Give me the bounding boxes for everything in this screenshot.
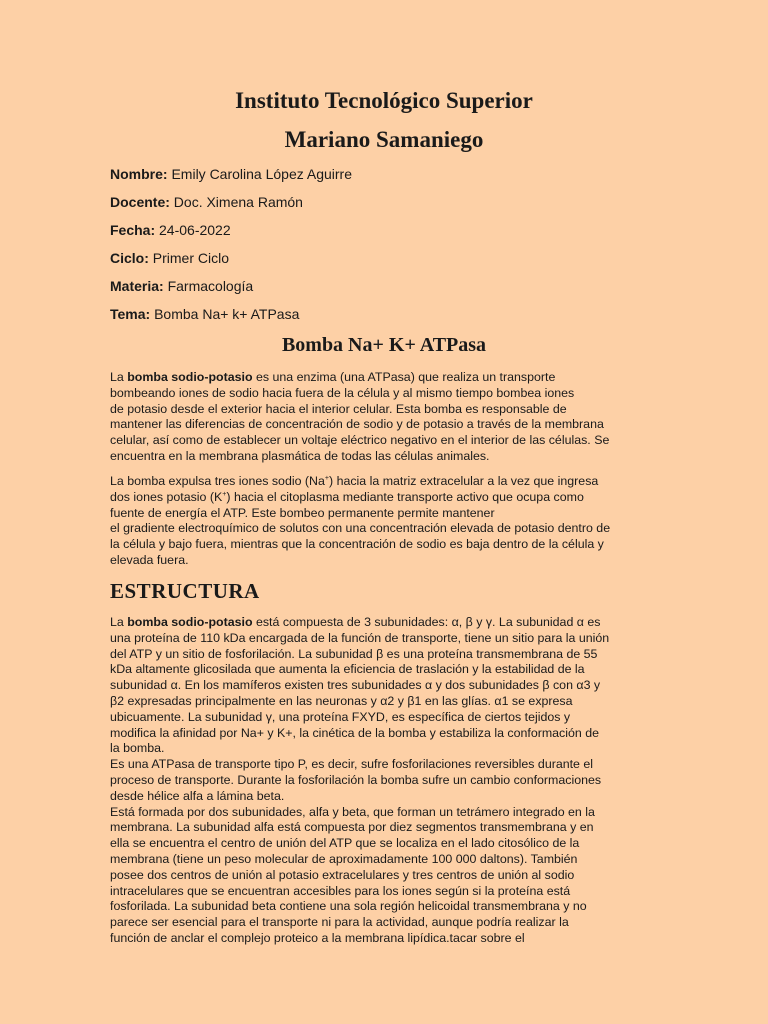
paragraph-intro xyxy=(110,370,660,465)
paragraph-line: encuentra en la membrana plasmática de todas las células animales. xyxy=(110,448,490,463)
paragraph-mechanism xyxy=(110,474,660,569)
paragraph-line xyxy=(110,490,660,506)
paragraph-line: de potasio desde el exterior hacia el interior celular. Esta bomba es responsable de xyxy=(110,401,567,416)
field-label: Materia: xyxy=(110,278,164,294)
field-label: Docente: xyxy=(110,194,170,210)
paragraph-line: una proteína de 110 kDa encargada de la función de transporte, tiene un sitio para la unión xyxy=(110,630,610,645)
paragraph-line: celular, así como de establecer un voltaje eléctrico negativo en el interior de las células. Se xyxy=(110,433,610,448)
student-info-fields xyxy=(110,165,670,333)
paragraph-line: modifica la afinidad por Na+ y K+, la cinética de la bomba y estabiliza la conformación de xyxy=(110,725,600,740)
paragraph-line: fosforilada. La subunidad beta contiene una sola región helicoidal transmembrana y no xyxy=(110,899,587,914)
paragraph-line: β2 expresadas principalmente en las neuronas y α2 y β1 en las glías. α1 se expresa xyxy=(110,693,573,708)
field-label: Tema: xyxy=(110,306,151,322)
paragraph-line: membrana. La subunidad alfa está compuesta por diez segmentos transmembrana y en xyxy=(110,820,594,835)
paragraph-line: parece ser esencial para el transporte ni para la actividad, aunque podría realizar la xyxy=(110,915,569,930)
paragraph-line: del ATP y un sitio de fosforilación. La subunidad β es una proteína transmembrana de 55 xyxy=(110,646,598,661)
paragraph-line: bombeando iones de sodio hacia fuera de la célula y al mismo tiempo bombea iones xyxy=(110,385,575,400)
paragraph-line: elevada fuera. xyxy=(110,552,189,567)
paragraph-line: Está formada por dos subunidades, alfa y beta, que forman un tetrámero integrado en la xyxy=(110,804,595,819)
paragraph-line: mantener las diferencias de concentración de sodio y de potasio a través de la membrana xyxy=(110,417,604,432)
section-title: ESTRUCTURA xyxy=(110,579,260,603)
field-value: 24-06-2022 xyxy=(159,222,231,238)
superscript: + xyxy=(222,490,227,498)
paragraph-line: la bomba. xyxy=(110,741,165,756)
paragraph-line: subunidad α. En los mamíferos existen tres subunidades α y dos subunidades β con α3 y xyxy=(110,678,601,693)
paragraph-line: Es una ATPasa de transporte tipo P, es decir, sufre fosforilaciones reversibles durante el xyxy=(110,757,594,772)
institution-title-line2: Mariano Samaniego xyxy=(284,127,484,152)
field-nombre xyxy=(110,165,670,193)
text-part: ) hacia la matriz extracelular a la vez que ingresa xyxy=(329,474,599,488)
field-materia xyxy=(110,277,670,305)
paragraph-structure xyxy=(110,615,660,947)
field-value: Bomba Na+ k+ ATPasa xyxy=(154,306,300,322)
paragraph-line: el gradiente electroquímico de solutos con una concentración elevada de potasio dentro de xyxy=(110,521,611,536)
field-ciclo xyxy=(110,249,670,277)
text-part: dos iones potasio (K xyxy=(110,489,223,504)
paragraph-line xyxy=(110,474,660,490)
field-value: Primer Ciclo xyxy=(152,250,230,266)
text-rest: es una enzima (una ATPasa) que realiza un transporte xyxy=(252,370,556,384)
paragraph-line: ella se encuentra el centro de unión del ATP que se localiza en el lado citosólico de la xyxy=(110,836,580,851)
superscript: + xyxy=(324,474,329,482)
field-label: Nombre: xyxy=(110,166,168,182)
paragraph-line: membrana (tiene un peso molecular de aproximadamente 100 000 daltons). También xyxy=(110,851,578,866)
field-value: Doc. Ximena Ramón xyxy=(173,194,303,210)
paragraph-line xyxy=(110,370,660,386)
paragraph-line: desde hélice alfa a lámina beta. xyxy=(110,788,285,803)
field-label: Ciclo: xyxy=(110,250,149,266)
paragraph-line: la célula y bajo fuera, mientras que la concentración de sodio es baja dentro de la célula y xyxy=(110,537,604,552)
paragraph-line xyxy=(110,615,660,631)
field-docente xyxy=(110,193,670,221)
paragraph-line: intracelulares que se encuentran accesibles para los iones según si la proteína está xyxy=(110,883,571,898)
bold-term: bomba sodio-potasio xyxy=(127,615,253,629)
bold-term: bomba sodio-potasio xyxy=(127,370,253,384)
paragraph-line: fuente de energía el ATP. Este bombeo permanente permite mantener xyxy=(110,505,495,520)
text-lead: La xyxy=(110,615,128,629)
institution-title-line1: Instituto Tecnológico Superior xyxy=(235,88,533,113)
paragraph-line: kDa altamente glicosilada que aumenta la eficiencia de traslación y la estabilidad de la xyxy=(110,662,585,677)
field-tema xyxy=(110,305,670,333)
paragraph-line: función de anclar el complejo proteico a la membrana lipídica.tacar sobre el xyxy=(110,930,525,945)
field-value: Emily Carolina López Aguirre xyxy=(171,166,352,182)
paragraph-line: ubicuamente. La subunidad γ, una proteína FXYD, es específica de ciertos tejidos y xyxy=(110,709,571,724)
text-lead: La xyxy=(110,370,128,384)
paragraph-line: proceso de transporte. Durante la fosforilación la bomba sufre un cambio conformaciones xyxy=(110,772,602,787)
text-part: La bomba expulsa tres iones sodio (Na xyxy=(110,474,325,488)
main-heading: Bomba Na+ K+ ATPasa xyxy=(281,334,487,356)
field-label: Fecha: xyxy=(110,222,156,238)
field-value: Farmacología xyxy=(167,278,254,294)
field-fecha xyxy=(110,221,670,249)
paragraph-line: posee dos centros de unión al potasio extracelulares y tres centros de unión al sodio xyxy=(110,867,575,882)
text-rest: está compuesta de 3 subunidades: α, β y γ. La subunidad α es xyxy=(252,615,601,629)
text-part: ) hacia el citoplasma mediante transporte activo que ocupa como xyxy=(226,489,584,504)
